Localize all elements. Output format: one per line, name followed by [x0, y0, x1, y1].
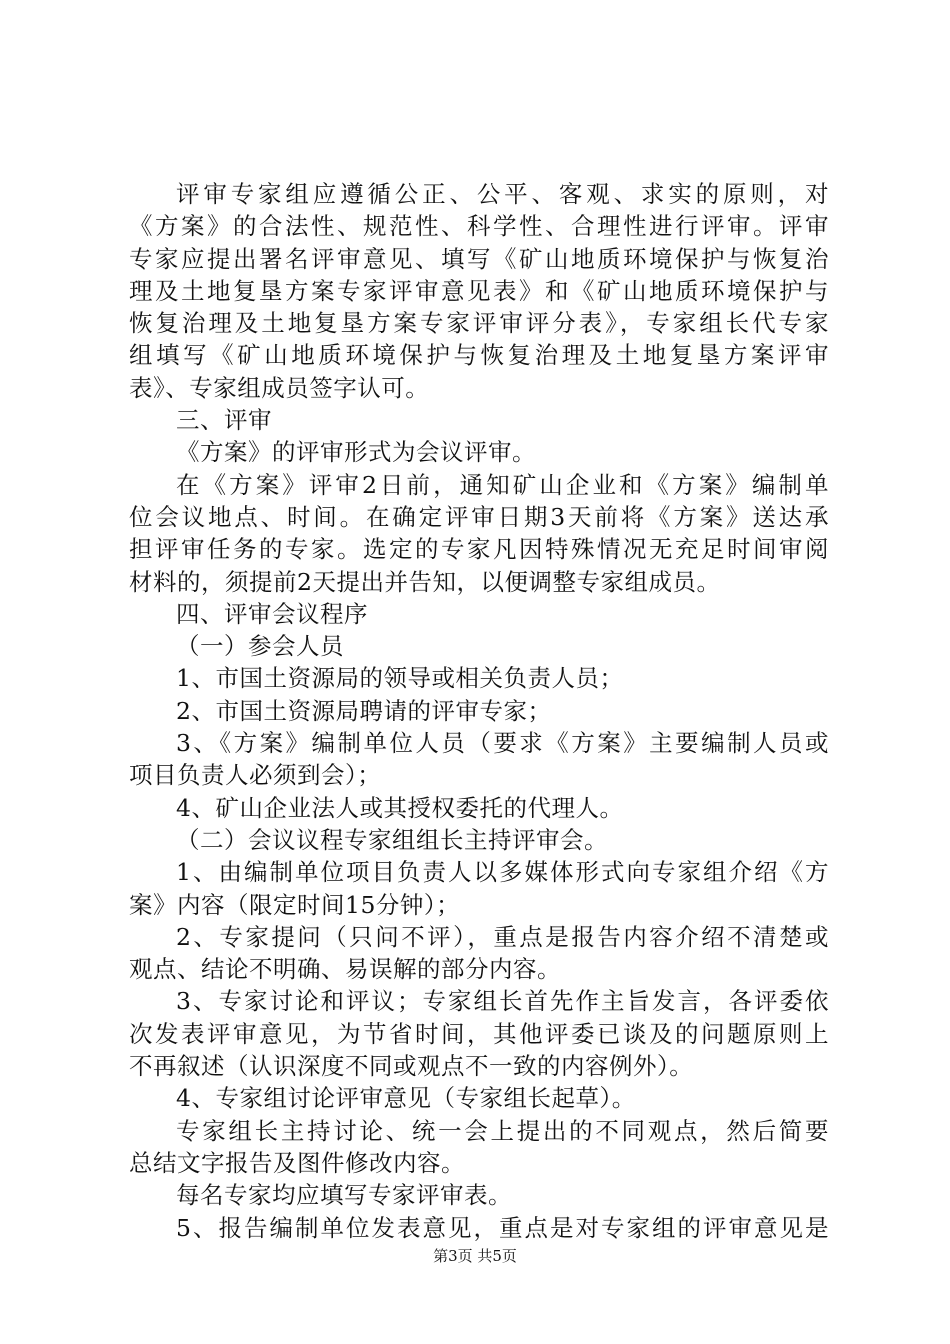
list-item: 3、《方案》编制单位人员（要求《方案》主要编制人员或 [176, 729, 829, 758]
paragraph-line: 《方案》的合法性、规范性、科学性、合理性进行评审。评审 [129, 212, 829, 241]
paragraph-line: 恢复治理及土地复垦方案专家评审评分表》，专家组长代专家 [129, 309, 829, 338]
list-item: 2、市国土资源局聘请的评审专家； [176, 696, 552, 725]
list-item-continuation: 不再叙述（认识深度不同或观点不一致的内容例外）。 [129, 1052, 694, 1081]
document-body [129, 178, 829, 1244]
list-item-continuation: 案》内容（限定时间15分钟）； [129, 890, 461, 919]
list-item-continuation: 观点、结论不明确、易误解的部分内容。 [129, 955, 561, 984]
paragraph-line: 专家组长主持讨论、统一会上提出的不同观点，然后简要 [176, 1116, 829, 1145]
paragraph-line: 担评审任务的专家。选定的专家凡因特殊情况无充足时间审阅 [129, 535, 829, 564]
paragraph-line: 专家应提出署名评审意见、填写《矿山地质环境保护与恢复治 [129, 244, 829, 273]
list-item: 5、报告编制单位发表意见，重点是对专家组的评审意见是 [176, 1213, 829, 1242]
paragraph-line: 总结文字报告及图件修改内容。 [129, 1148, 465, 1177]
section-heading: 三、评审 [176, 406, 272, 435]
subsection-heading: （二）会议议程专家组组长主持评审会。 [176, 825, 608, 854]
paragraph-line: 每名专家均应填写专家评审表。 [176, 1181, 512, 1210]
paragraph-line: 位会议地点、时间。在确定评审日期3天前将《方案》送达承 [129, 502, 829, 531]
paragraph-line: 组填写《矿山地质环境保护与恢复治理及土地复垦方案评审 [129, 341, 829, 370]
list-item: 1、市国土资源局的领导或相关负责人员； [176, 664, 624, 693]
list-item-continuation: 项目负责人必须到会）； [129, 761, 382, 790]
paragraph-line: 表》、专家组成员签字认可。 [129, 373, 430, 402]
list-item: 2、专家提问（只问不评），重点是报告内容介绍不清楚或 [176, 922, 829, 951]
paragraph-line: 在《方案》评审2日前，通知矿山企业和《方案》编制单 [176, 470, 829, 499]
paragraph-line: 材料的，须提前2天提出并告知，以便调整专家组成员。 [129, 567, 721, 596]
paragraph-line: 《方案》的评审形式为会议评审。 [176, 438, 536, 467]
list-item-continuation: 次发表评审意见，为节省时间，其他评委已谈及的问题原则上 [129, 1019, 829, 1048]
list-item: 1、由编制单位项目负责人以多媒体形式向专家组介绍《方 [176, 858, 829, 887]
list-item: 4、专家组讨论评审意见（专家组长起草）。 [176, 1084, 636, 1113]
list-item: 4、矿山企业法人或其授权委托的代理人。 [176, 793, 624, 822]
section-heading: 四、评审会议程序 [176, 599, 368, 628]
page-number-footer: 第3页 共5页 [433, 1247, 517, 1265]
paragraph-line: 评审专家组应遵循公正、公平、客观、求实的原则，对 [176, 180, 829, 208]
subsection-heading: （一）参会人员 [176, 632, 344, 661]
list-item: 3、专家讨论和评议；专家组长首先作主旨发言，各评委依 [176, 987, 829, 1016]
paragraph-line: 理及土地复垦方案专家评审意见表》和《矿山地质环境保护与 [129, 276, 829, 305]
